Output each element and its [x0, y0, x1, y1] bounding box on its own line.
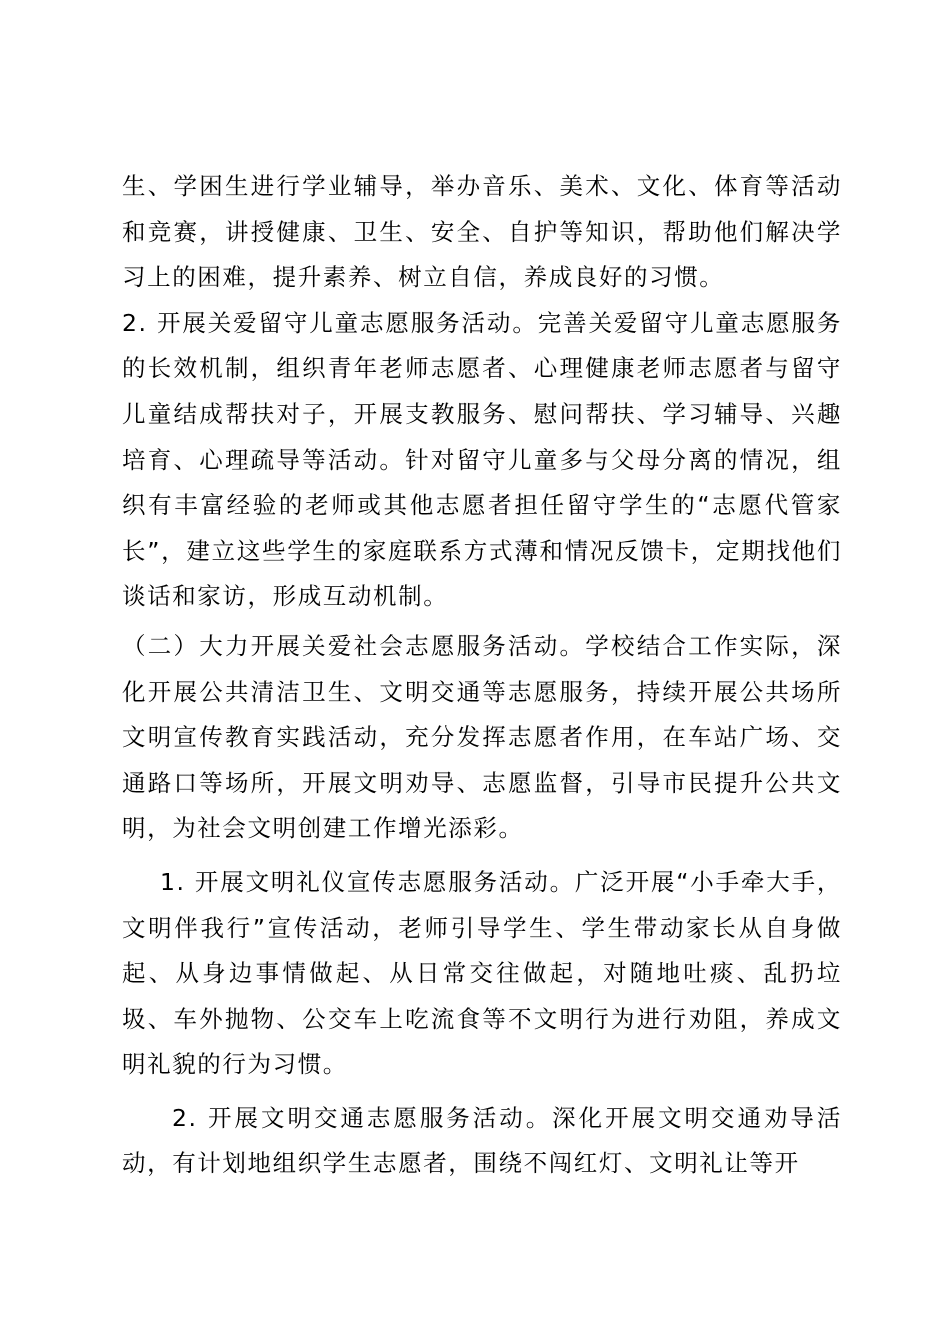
paragraph-traffic: 2. 开展文明交通志愿服务活动。深化开展文明交通劝导活动，有计划地组织学生志愿者，围绕不闯红灯、文明礼让等开 [122, 1103, 842, 1178]
document-body [122, 164, 842, 1187]
paragraph-continuation: 生、学困生进行学业辅导，举办音乐、美术、文化、体育等活动和竞赛，讲授健康、卫生、安全、自护等知识，帮助他们解决学习上的困难，提升素养、树立自信，养成良好的习惯。 [122, 172, 842, 292]
paragraph-left-behind-children: 2. 开展关爱留守儿童志愿服务活动。完善关爱留守儿童志愿服务的长效机制，组织青年老师志愿者、心理健康老师志愿者与留守儿童结成帮扶对子，开展支教服务、慰问帮扶、学习辅导、兴趣培育、心理疏导等活动。针对留守儿童多与父母分离的情况，组织有丰富经验的老师或其他志愿者担任留守学生的“志愿代管家长”，建立这些学生的家庭联系方式薄和情况反馈卡，定期找他们谈话和家访，形成互动机制。 [122, 308, 842, 611]
paragraph-etiquette: 1. 开展文明礼仪宣传志愿服务活动。广泛开展“小手牵大手，文明伴我行”宣传活动，老师引导学生、学生带动家长从自身做起、从身边事情做起、从日常交往做起，对随地吐痰、乱扔垃圾、车外抛物、公交车上吃流食等不文明行为进行劝阻，养成文明礼貌的行为习惯。 [122, 867, 842, 1079]
paragraph-section-two: （二）大力开展关爱社会志愿服务活动。学校结合工作实际，深化开展公共清洁卫生、文明交通等志愿服务，持续开展公共场所文明宣传教育实践活动，充分发挥志愿者作用，在车站广场、交通路口等场所，开展文明劝导、志愿监督，引导市民提升公共文明，为社会文明创建工作增光添彩。 [122, 631, 842, 843]
